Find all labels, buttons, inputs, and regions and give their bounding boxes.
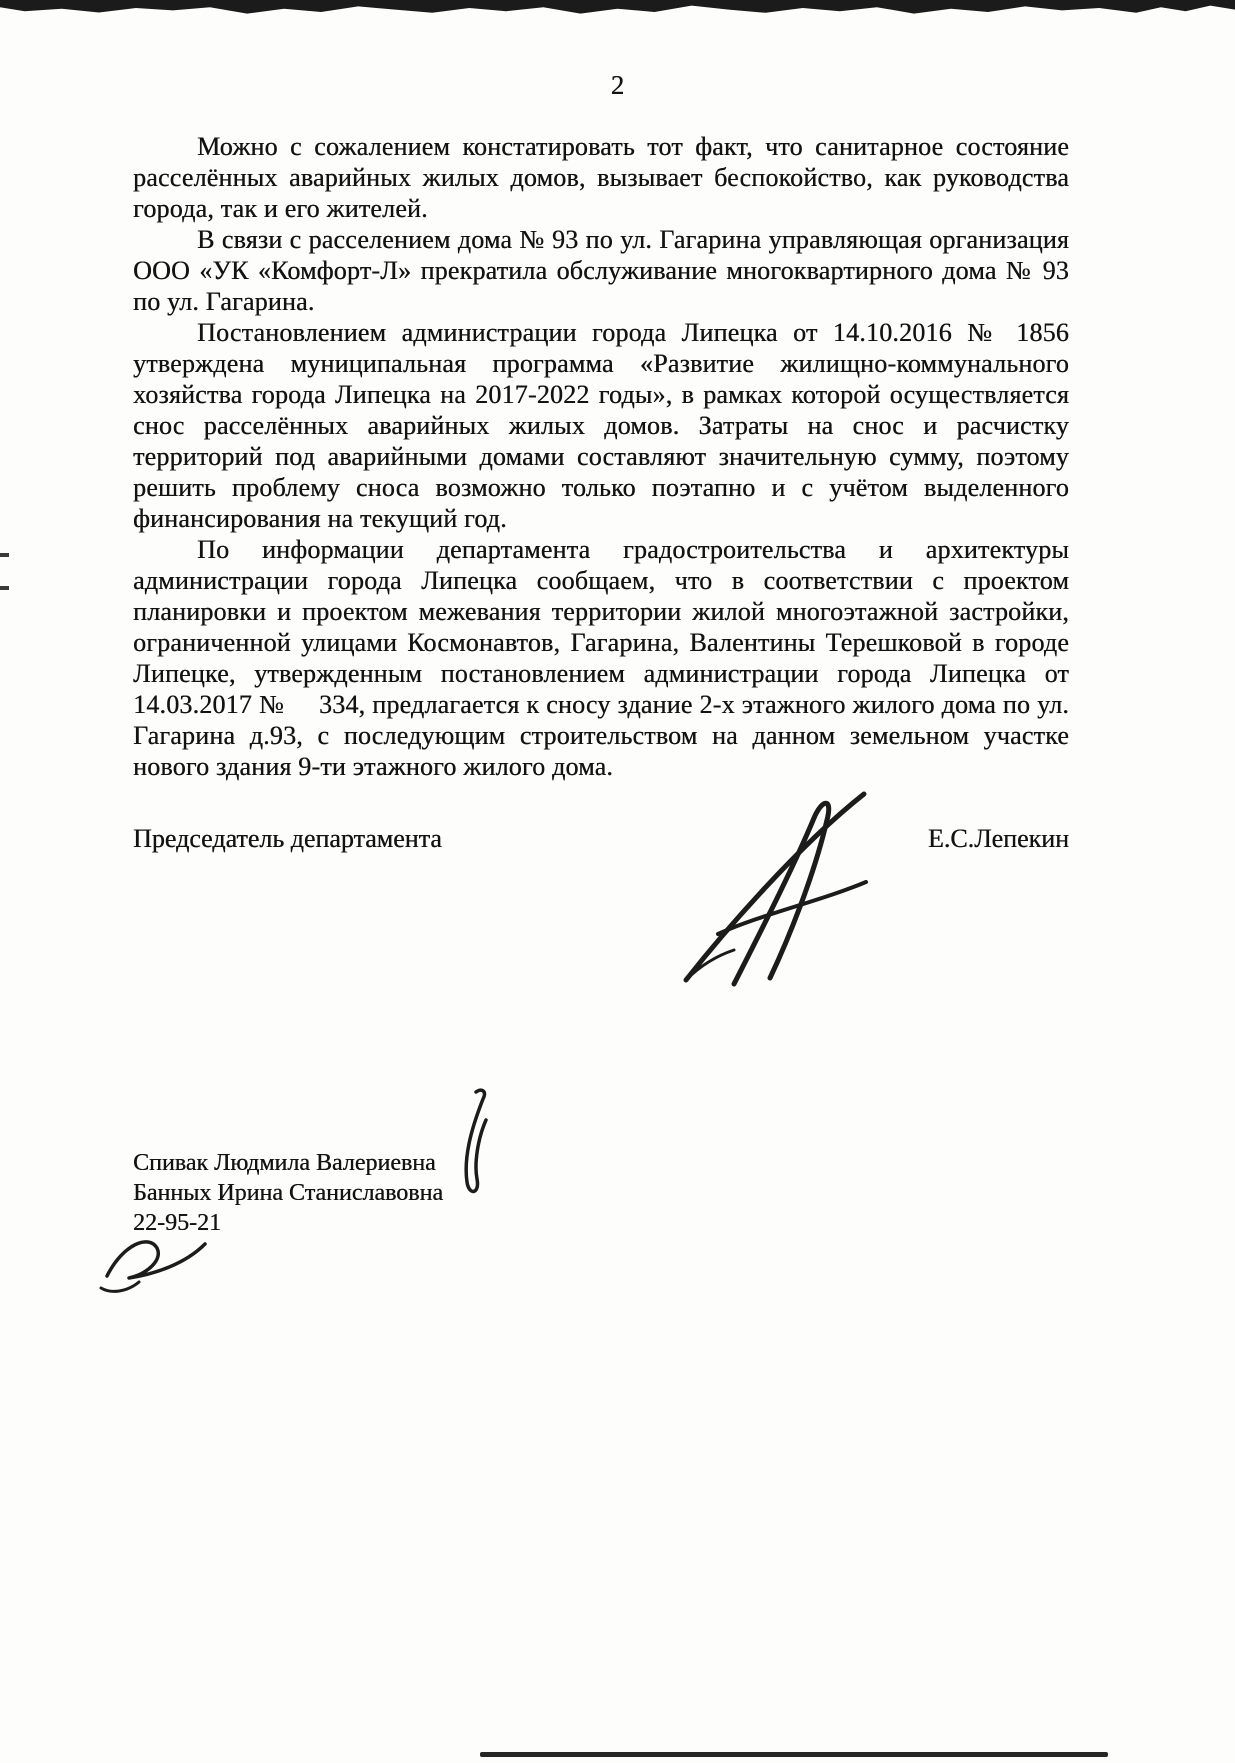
executor-name-1: Спивак Людмила Валериевна [133,1150,436,1176]
paragraph-resettlement: В связи с расселением дома № 93 по ул. Гагарина управляющая организация ООО «УК «Комфорт-Л» прекратила обслуживание многоквартирного дома № 93 по ул. Гагарина. [133,225,1069,316]
signer-name: Е.С.Лепекин [927,824,1069,853]
document-body [133,131,1069,782]
executor-block [133,1148,443,1238]
signature-block [133,824,1069,854]
signature-handwritten-flourish [95,1226,215,1296]
signature-handwritten-initial [436,1086,506,1201]
paragraph-sanitary-state: Можно с сожалением констатировать тот факт, что санитарное состояние расселённых аварийных жилых домов, вызывает беспокойство, как руководства города, так и его жителей. [133,132,1069,223]
signature-handwritten-main [668,788,898,988]
scan-edge-top [0,0,1235,16]
executor-phone: 22-95-21 [133,1210,221,1236]
paragraph-demolition-plan: По информации департамента градостроительства и архитектуры администрации города Липецка сообщаем, что в соответствии с проектом планировки и проектом межевания территории жилой многоэтажной застройки, ограниченной улицами Космонавтов, Гагарина, Валентины Терешковой в городе Липецке, утвержденным постановлением администрации города Липецка от 14.03.2017 № 334, предлагается к сносу здание 2-х этажного жилого дома по ул. Гагарина д.93, с последующим строительством на данном земельном участке нового здания 9-ти этажного жилого дома. [133,535,1069,781]
scan-artifact-mark [0,553,9,557]
scan-edge-bottom [480,1752,1108,1757]
page-number: 2 [610,70,625,100]
signer-title: Председатель департамента [133,824,442,853]
paragraph-municipal-program: Постановлением администрации города Липецка от 14.10.2016 № 1856 утверждена муниципальная программа «Развитие жилищно-коммунального хозяйства города Липецка на 2017-2022 годы», в рамках которой осуществляется снос расселённых аварийных жилых домов. Затраты на снос и расчистку территорий под аварийными домами составляют значительную сумму, поэтому решить проблему сноса возможно только поэтапно и с учётом выделенного финансирования на текущий год. [133,318,1069,533]
scan-artifact-mark [0,586,9,590]
executor-name-2: Банных Ирина Станиславовна [133,1180,444,1206]
